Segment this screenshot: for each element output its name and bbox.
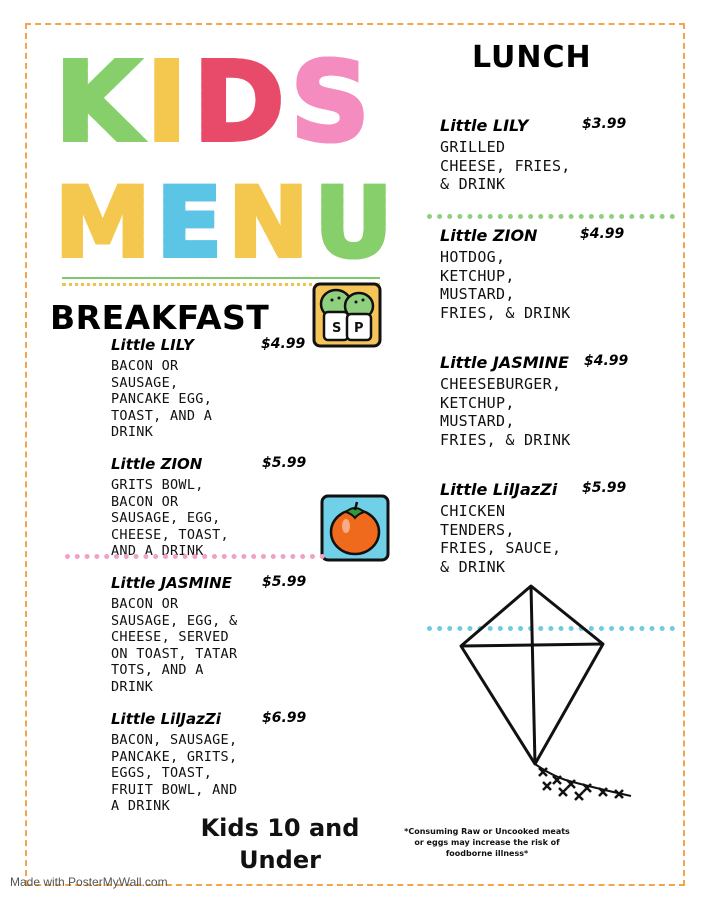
item-description: BACON OR SAUSAGE, EGG, & CHEESE, SERVED ON TOAST, TATAR TOTS, AND A DRINK bbox=[111, 596, 238, 695]
title-letter-e: E bbox=[156, 167, 225, 279]
item-price: $3.99 bbox=[582, 116, 627, 132]
item-name: Little ZION bbox=[440, 226, 538, 245]
item-price: $4.99 bbox=[261, 336, 306, 352]
svg-text:P: P bbox=[354, 321, 364, 336]
lunch-separator-green bbox=[427, 214, 675, 219]
lunch-heading: LUNCH bbox=[472, 40, 592, 75]
item-name: Little LILY bbox=[440, 116, 529, 135]
age-limit-text: Kids 10 and Under bbox=[200, 814, 360, 874]
food-safety-warning: *Consuming Raw or Uncooked meats or eggs may increase the risk of foodborne illness* bbox=[404, 827, 570, 858]
tomato-icon bbox=[320, 494, 390, 566]
menu-title bbox=[55, 167, 395, 279]
title-letter-s: S bbox=[290, 38, 372, 166]
title-underline bbox=[62, 277, 380, 279]
salt-pepper-shakers-icon bbox=[312, 282, 382, 352]
item-description: CHICKEN TENDERS, FRIES, SAUCE, & DRINK bbox=[440, 502, 562, 576]
breakfast-separator-pink bbox=[65, 554, 325, 559]
item-price: $5.99 bbox=[262, 455, 307, 471]
item-name: Little LILY bbox=[111, 336, 194, 354]
item-description: BACON, SAUSAGE, PANCAKE, GRITS, EGGS, TOAST, FRUIT BOWL, AND A DRINK bbox=[111, 732, 238, 814]
item-name: Little JASMINE bbox=[111, 574, 232, 592]
item-price: $5.99 bbox=[262, 574, 307, 590]
postermywall-watermark[interactable]: Made with PosterMyWall.com bbox=[10, 875, 168, 889]
title-letter-k: K bbox=[55, 38, 143, 166]
svg-text:S: S bbox=[332, 321, 342, 336]
item-price: $5.99 bbox=[582, 480, 627, 496]
item-name: Little LilJazZi bbox=[440, 480, 558, 499]
title-letter-m: M bbox=[55, 167, 153, 279]
item-description: BACON OR SAUSAGE, PANCAKE EGG, TOAST, AND A DRINK bbox=[111, 358, 213, 440]
item-name: Little ZION bbox=[111, 455, 203, 473]
title-letter-u: U bbox=[314, 167, 395, 279]
item-price: $6.99 bbox=[262, 710, 307, 726]
kite-icon bbox=[455, 582, 645, 816]
item-description: GRITS BOWL, BACON OR SAUSAGE, EGG, CHEESE, TOAST, AND A DRINK bbox=[111, 477, 229, 559]
title-letter-d: D bbox=[193, 38, 287, 166]
item-name: Little JASMINE bbox=[440, 353, 569, 372]
item-price: $4.99 bbox=[580, 226, 625, 242]
breakfast-heading: BREAKFAST bbox=[50, 298, 270, 337]
item-description: CHEESEBURGER, KETCHUP, MUSTARD, FRIES, & DRINK bbox=[440, 375, 571, 449]
title-letter-i: I bbox=[146, 38, 190, 166]
item-description: GRILLED CHEESE, FRIES, & DRINK bbox=[440, 138, 571, 193]
kids-title bbox=[55, 38, 372, 166]
title-letter-n: N bbox=[228, 167, 311, 279]
item-price: $4.99 bbox=[584, 353, 629, 369]
item-name: Little LilJazZi bbox=[111, 710, 221, 728]
item-description: HOTDOG, KETCHUP, MUSTARD, FRIES, & DRINK bbox=[440, 248, 571, 322]
